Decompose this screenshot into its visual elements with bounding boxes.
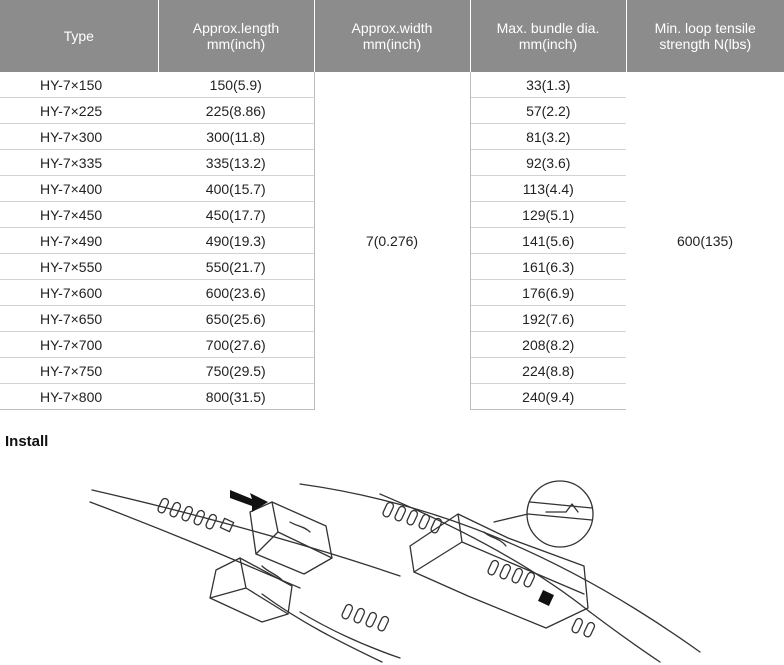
detail-zoom-circle <box>527 481 593 547</box>
header-bundle-dia: Max. bundle dia. mm(inch) <box>470 0 626 72</box>
cell-length: 150(5.9) <box>158 72 314 98</box>
cell-type: HY-7×550 <box>0 254 158 280</box>
header-type: Type <box>0 0 158 72</box>
cell-bundle-dia: 192(7.6) <box>470 306 626 332</box>
cell-type: HY-7×150 <box>0 72 158 98</box>
cell-length: 800(31.5) <box>158 384 314 410</box>
cell-type: HY-7×400 <box>0 176 158 202</box>
cell-bundle-dia: 129(5.1) <box>470 202 626 228</box>
cell-length: 550(21.7) <box>158 254 314 280</box>
left-strap-lower-band-edge <box>262 594 382 662</box>
cell-width: 7(0.276) <box>314 72 470 410</box>
cell-bundle-dia: 161(6.3) <box>470 254 626 280</box>
install-illustration <box>0 462 784 665</box>
left-tie-slots <box>157 497 390 632</box>
cell-length: 400(15.7) <box>158 176 314 202</box>
cell-length: 490(19.3) <box>158 228 314 254</box>
install-title: Install <box>5 433 49 450</box>
cell-type: HY-7×650 <box>0 306 158 332</box>
cell-bundle-dia: 208(8.2) <box>470 332 626 358</box>
cell-length: 225(8.86) <box>158 98 314 124</box>
cell-bundle-dia: 113(4.4) <box>470 176 626 202</box>
cell-type: HY-7×800 <box>0 384 158 410</box>
cell-length: 650(25.6) <box>158 306 314 332</box>
cell-length: 750(29.5) <box>158 358 314 384</box>
left-strap-lower-band <box>300 612 400 658</box>
right-tie-head <box>410 514 588 628</box>
right-strap-top-edge <box>300 484 700 652</box>
cell-type: HY-7×225 <box>0 98 158 124</box>
direction-arrow-icon <box>230 490 268 512</box>
cell-length: 600(23.6) <box>158 280 314 306</box>
cell-type: HY-7×335 <box>0 150 158 176</box>
cell-bundle-dia: 141(5.6) <box>470 228 626 254</box>
cell-type: HY-7×700 <box>0 332 158 358</box>
table-header-row <box>0 0 784 72</box>
cell-length: 335(13.2) <box>158 150 314 176</box>
cell-bundle-dia: 57(2.2) <box>470 98 626 124</box>
right-tie-marker <box>538 590 554 606</box>
cell-type: HY-7×600 <box>0 280 158 306</box>
cell-type: HY-7×750 <box>0 358 158 384</box>
cell-bundle-dia: 92(3.6) <box>470 150 626 176</box>
cell-bundle-dia: 33(1.3) <box>470 72 626 98</box>
cell-length: 700(27.6) <box>158 332 314 358</box>
cell-type: HY-7×450 <box>0 202 158 228</box>
cell-type: HY-7×490 <box>0 228 158 254</box>
cell-bundle-dia: 176(6.9) <box>470 280 626 306</box>
cell-tensile: 600(135) <box>676 232 734 249</box>
header-width: Approx.width mm(inch) <box>314 0 470 72</box>
cell-bundle-dia: 240(9.4) <box>470 384 626 410</box>
header-tensile: Min. loop tensile strength N(lbs) <box>626 0 784 72</box>
cell-bundle-dia: 224(8.8) <box>470 358 626 384</box>
cell-type: HY-7×300 <box>0 124 158 150</box>
cell-length: 450(17.7) <box>158 202 314 228</box>
header-length: Approx.length mm(inch) <box>158 0 314 72</box>
cell-bundle-dia: 81(3.2) <box>470 124 626 150</box>
cell-length: 300(11.8) <box>158 124 314 150</box>
table-row <box>0 72 784 98</box>
